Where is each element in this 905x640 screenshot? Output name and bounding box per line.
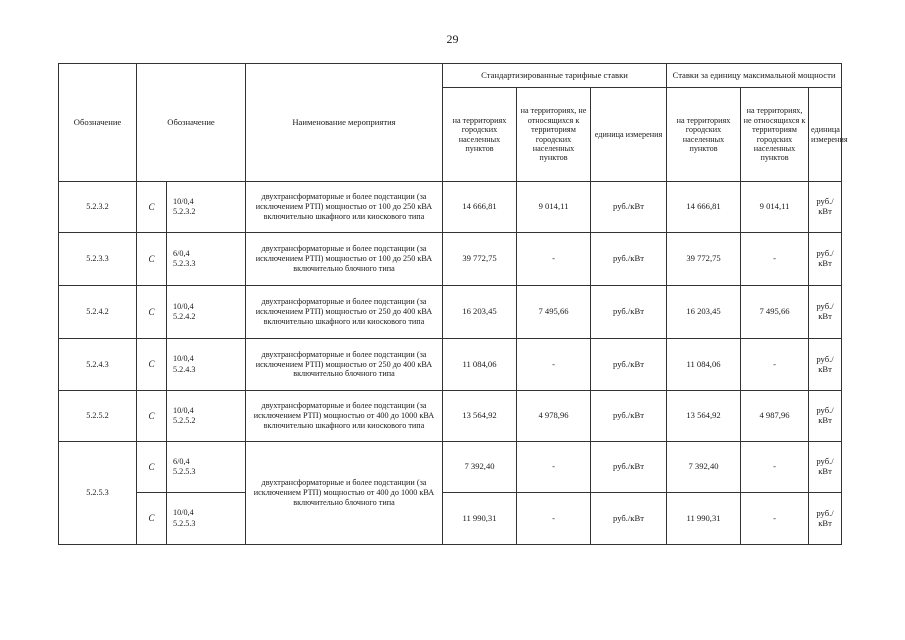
row-code: 5.2.3.2	[59, 182, 137, 233]
row-event-name: двухтрансформаторные и более подстанции (за исключением РТП) мощностью от 400 до 1000 кВА включительно шкафного или киоскового типа	[246, 391, 443, 442]
header-power-unit: единица измерения	[809, 88, 842, 182]
row-letter: С	[137, 493, 167, 545]
row-power-urban: 13 564,92	[667, 391, 741, 442]
row-code: 5.2.4.3	[59, 339, 137, 391]
row-power-nonurban: -	[741, 493, 809, 545]
row-std-nonurban: -	[517, 233, 591, 286]
row-power-nonurban: -	[741, 339, 809, 391]
table-row	[59, 286, 842, 339]
row-power-urban: 14 666,81	[667, 182, 741, 233]
table-row	[59, 493, 842, 545]
row-power-unit: руб./кВт	[809, 286, 842, 339]
header-std-urban: на территориях городских населенных пунктов	[443, 88, 517, 182]
page-number: 29	[446, 32, 459, 46]
header-power-urban: на территориях городских населенных пунктов	[667, 88, 741, 182]
row-voltage: 6/0,4	[173, 456, 190, 466]
row-code: 5.2.3.3	[59, 233, 137, 286]
row-letter: С	[137, 233, 167, 286]
row-subcode: 5.2.5.3	[173, 518, 196, 528]
row-subcode: 5.2.3.2	[173, 207, 196, 216]
row-voltage-code	[167, 286, 246, 339]
row-power-urban: 16 203,45	[667, 286, 741, 339]
row-voltage-code	[167, 233, 246, 286]
row-voltage-code	[167, 182, 246, 233]
row-power-nonurban: 7 495,66	[741, 286, 809, 339]
header-event-name: Наименование мероприятия	[246, 64, 443, 182]
row-power-nonurban: 9 014,11	[741, 182, 809, 233]
row-subcode: 5.2.5.2	[173, 416, 196, 425]
table-row	[59, 442, 842, 493]
row-power-urban: 39 772,75	[667, 233, 741, 286]
header-designation-1: Обозначение	[59, 64, 137, 182]
row-power-unit: руб./кВт	[809, 442, 842, 493]
tariff-table	[58, 63, 848, 545]
row-voltage-code	[167, 493, 246, 545]
row-voltage: 6/0,4	[173, 248, 190, 258]
row-event-name: двухтрансформаторные и более подстанции (за исключением РТП) мощностью от 250 до 400 кВА включительно шкафного или киоскового типа	[246, 286, 443, 339]
row-voltage: 10/0,4	[173, 354, 194, 364]
row-letter: С	[137, 391, 167, 442]
row-subcode: 5.2.5.3	[173, 467, 196, 476]
row-letter: С	[137, 442, 167, 493]
row-std-nonurban: -	[517, 339, 591, 391]
row-voltage: 10/0,4	[173, 301, 194, 311]
row-std-urban: 11 990,31	[443, 493, 517, 545]
row-power-nonurban: -	[741, 442, 809, 493]
header-group-power-rates: Ставки за единицу максимальной мощности	[667, 64, 842, 88]
row-power-nonurban: -	[741, 233, 809, 286]
row-voltage-code	[167, 442, 246, 493]
row-power-unit: руб./кВт	[809, 182, 842, 233]
row-power-nonurban: 4 987,96	[741, 391, 809, 442]
header-std-unit: единица измерения	[591, 88, 667, 182]
row-std-unit: руб./кВт	[591, 339, 667, 391]
table-row	[59, 182, 842, 233]
header-power-nonurban: на территориях, не относящихся к территориям городских населенных пунктов	[741, 88, 809, 182]
row-std-urban: 39 772,75	[443, 233, 517, 286]
row-std-unit: руб./кВт	[591, 286, 667, 339]
row-event-name: двухтрансформаторные и более подстанции (за исключением РТП) мощностью от 100 до 250 кВА включительно блочного типа	[246, 233, 443, 286]
header-group-standard-rates: Стандартизированные тарифные ставки	[443, 64, 667, 88]
row-power-unit: руб./кВт	[809, 493, 842, 545]
row-voltage-code	[167, 339, 246, 391]
row-std-urban: 16 203,45	[443, 286, 517, 339]
table-row	[59, 391, 842, 442]
row-std-nonurban: 7 495,66	[517, 286, 591, 339]
row-code: 5.2.4.2	[59, 286, 137, 339]
row-std-urban: 7 392,40	[443, 442, 517, 493]
row-power-unit: руб./кВт	[809, 339, 842, 391]
row-code: 5.2.5.3	[59, 442, 137, 545]
row-std-unit: руб./кВт	[591, 182, 667, 233]
row-letter: С	[137, 182, 167, 233]
row-std-unit: руб./кВт	[591, 442, 667, 493]
row-std-urban: 14 666,81	[443, 182, 517, 233]
row-subcode: 5.2.4.2	[173, 312, 196, 321]
row-power-urban: 11 084,06	[667, 339, 741, 391]
row-voltage: 10/0,4	[173, 405, 194, 415]
row-subcode: 5.2.3.3	[173, 259, 196, 268]
row-std-urban: 11 084,06	[443, 339, 517, 391]
row-letter: С	[137, 286, 167, 339]
row-power-urban: 7 392,40	[667, 442, 741, 493]
row-event-name: двухтрансформаторные и более подстанции (за исключением РТП) мощностью от 250 до 400 кВА включительно блочного типа	[246, 339, 443, 391]
row-std-unit: руб./кВт	[591, 493, 667, 545]
row-std-unit: руб./кВт	[591, 233, 667, 286]
header-designation-2: Обозначение	[137, 64, 246, 182]
row-voltage: 10/0,4	[173, 508, 194, 518]
table-row	[59, 339, 842, 391]
row-power-unit: руб./кВт	[809, 233, 842, 286]
table-row	[59, 233, 842, 286]
row-power-unit: руб./кВт	[809, 391, 842, 442]
row-event-name: двухтрансформаторные и более подстанции (за исключением РТП) мощностью от 100 до 250 кВА включительно шкафного или киоскового типа	[246, 182, 443, 233]
row-std-nonurban: -	[517, 493, 591, 545]
row-event-name: двухтрансформаторные и более подстанции (за исключением РТП) мощностью от 400 до 1000 кВА включительно блочного типа	[246, 442, 443, 545]
row-letter: С	[137, 339, 167, 391]
row-std-urban: 13 564,92	[443, 391, 517, 442]
row-subcode: 5.2.4.3	[173, 364, 196, 374]
header-std-nonurban: на территориях, не относящихся к территориям городских населенных пунктов	[517, 88, 591, 182]
row-power-urban: 11 990,31	[667, 493, 741, 545]
row-code: 5.2.5.2	[59, 391, 137, 442]
row-std-unit: руб./кВт	[591, 391, 667, 442]
row-voltage: 10/0,4	[173, 196, 194, 206]
row-std-nonurban: 9 014,11	[517, 182, 591, 233]
row-std-nonurban: 4 978,96	[517, 391, 591, 442]
row-std-nonurban: -	[517, 442, 591, 493]
row-voltage-code	[167, 391, 246, 442]
